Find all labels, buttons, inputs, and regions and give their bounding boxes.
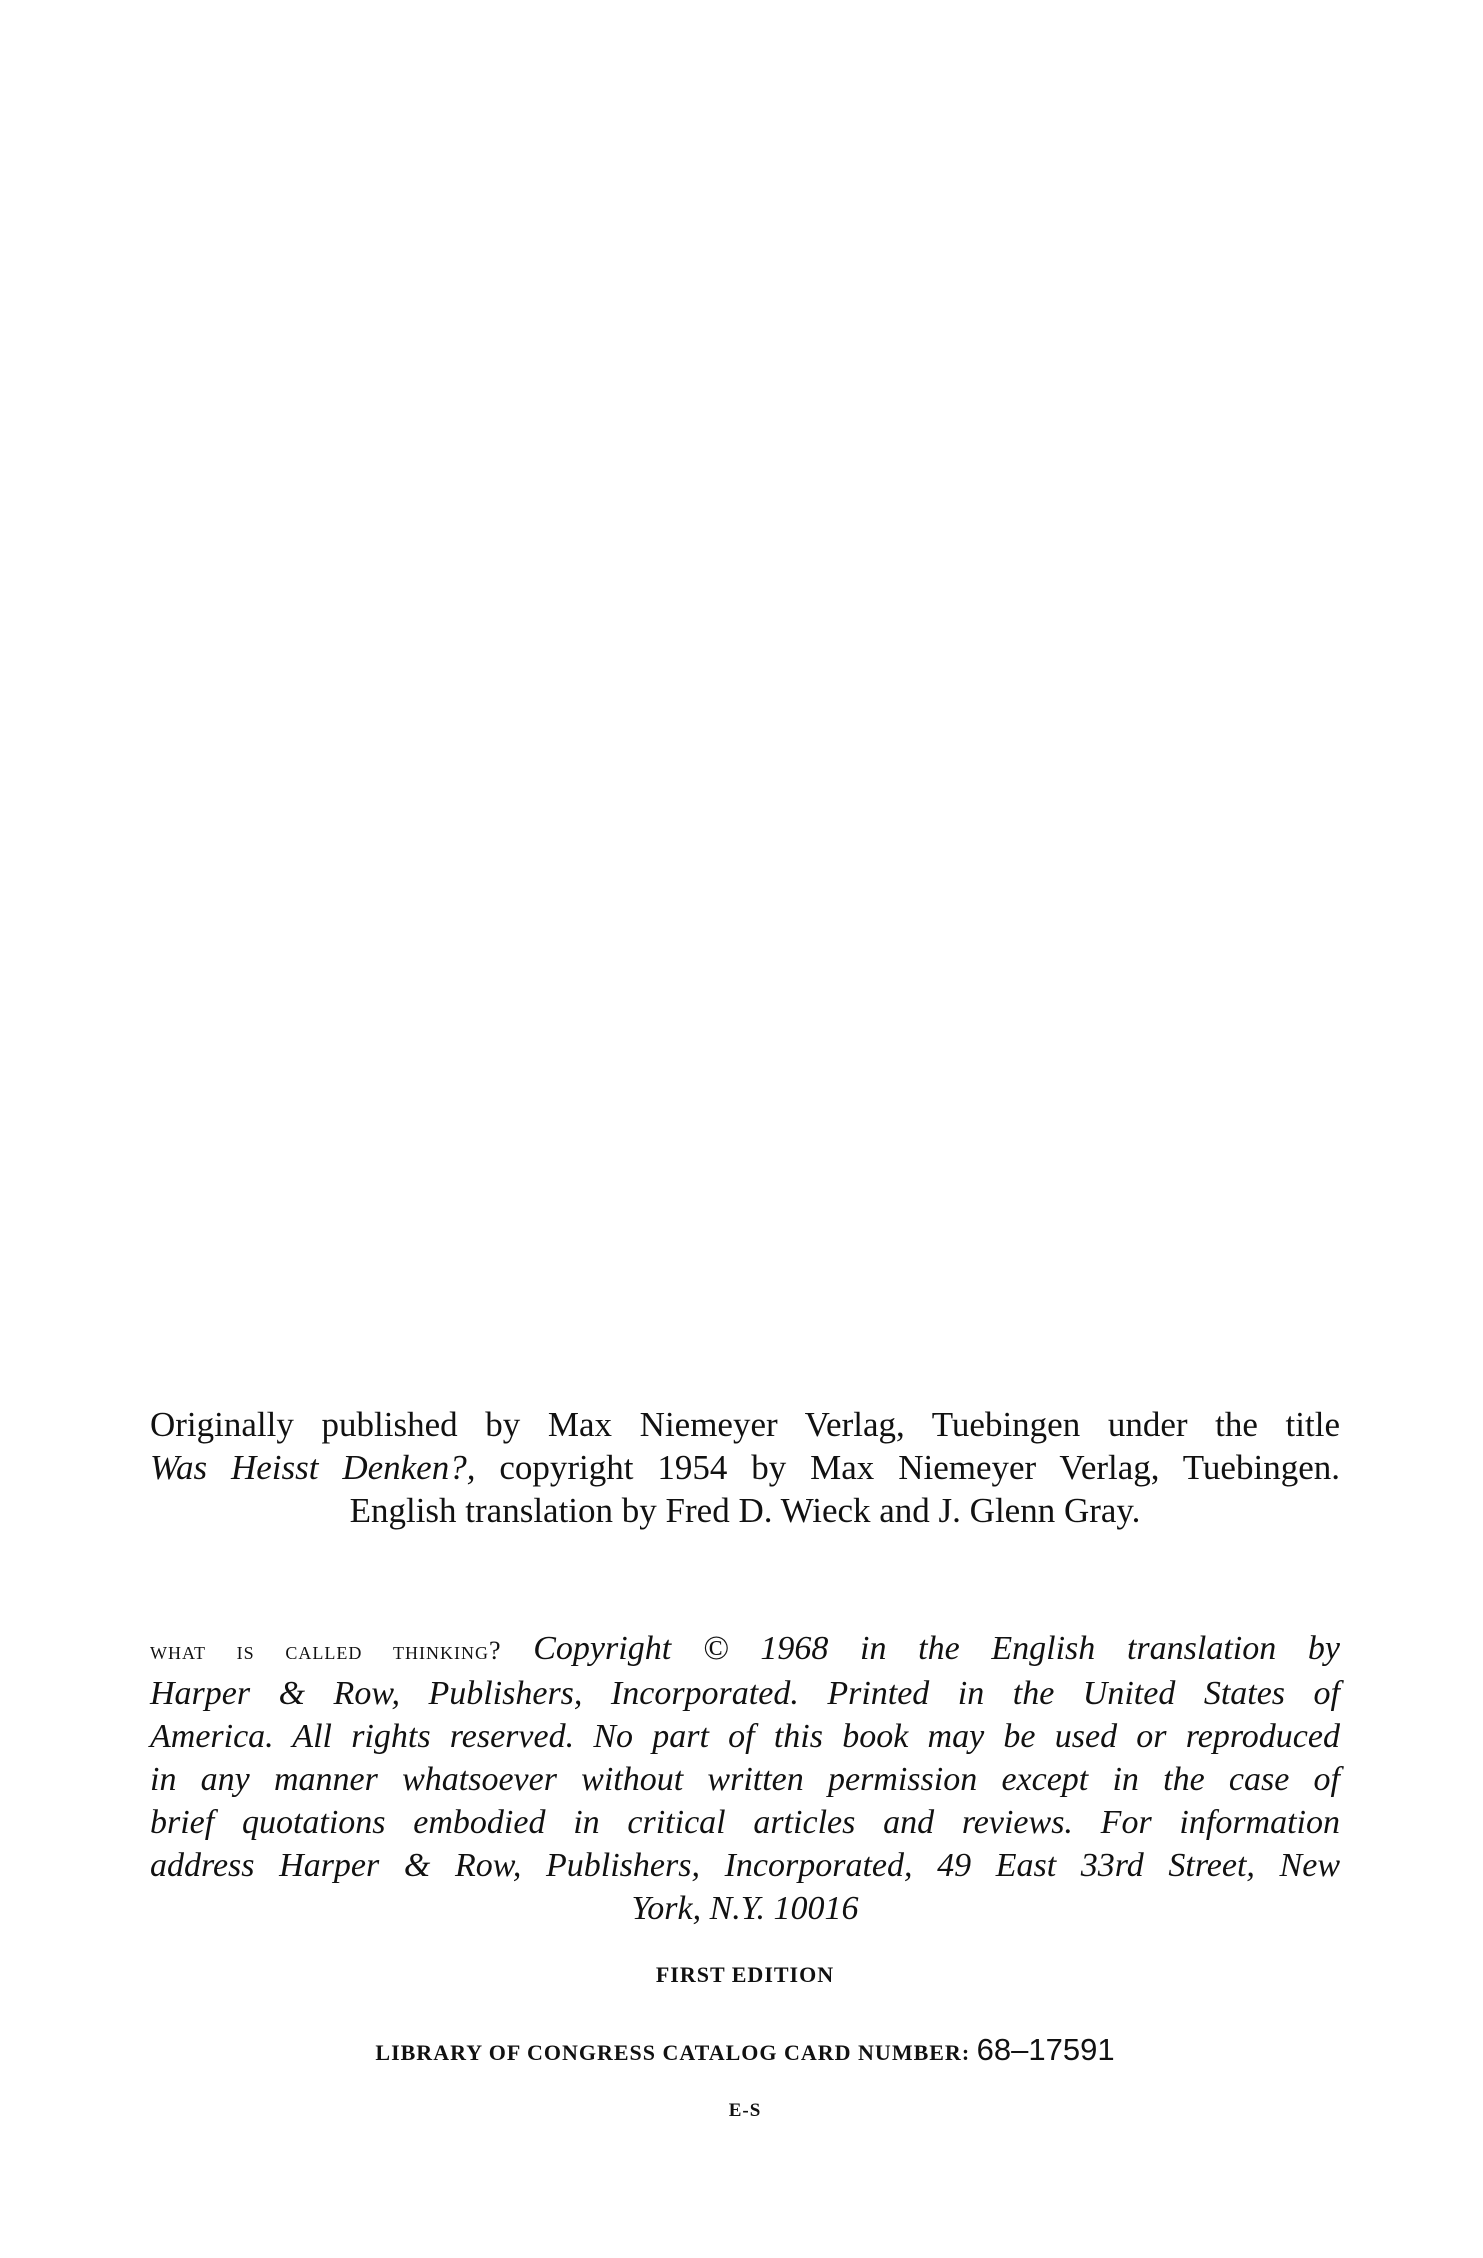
original-publication-line-1: Originally published by Max Niemeyer Verlag, Tuebingen under the title — [150, 1405, 1340, 1444]
catalog-card-label: LIBRARY OF CONGRESS CATALOG CARD NUMBER: — [375, 2040, 971, 2065]
copyright-line-6: address Harper & Row, Publishers, Incorporated, 49 East 33rd Street, New — [150, 1847, 1340, 1884]
copyright-notice — [150, 1627, 1340, 1930]
copyright-line-1-text: Copyright © 1968 in the English translation by — [501, 1630, 1340, 1667]
catalog-card-number: 68–17591 — [976, 2032, 1115, 2067]
original-publication-notice — [150, 1403, 1340, 1532]
book-title: what is called thinking? — [150, 1636, 502, 1665]
copyright-line-2: Harper & Row, Publishers, Incorporated. Printed in the United States of — [150, 1675, 1340, 1712]
copyright-line-4: in any manner whatsoever without written permission except in the case of — [150, 1761, 1340, 1798]
copyright-line-5: brief quotations embodied in critical articles and reviews. For information — [150, 1804, 1340, 1841]
original-german-title: Was Heisst Denken?, — [150, 1448, 476, 1487]
printing-code: E-S — [728, 2100, 762, 2121]
original-copyright-text: copyright 1954 by Max Niemeyer Verlag, Tuebingen. — [475, 1448, 1340, 1487]
original-publication-line-2 — [150, 1446, 1340, 1489]
library-of-congress-line — [150, 2032, 1340, 2068]
edition-label: FIRST EDITION — [655, 1962, 835, 1987]
copyright-line-7: York, N.Y. 10016 — [631, 1890, 859, 1927]
copyright-line-1 — [150, 1627, 1340, 1672]
copyright-line-3: America. All rights reserved. No part of this book may be used or reproduced — [150, 1718, 1340, 1755]
translators-line: English translation by Fred D. Wieck and J. Glenn Gray. — [349, 1491, 1141, 1530]
